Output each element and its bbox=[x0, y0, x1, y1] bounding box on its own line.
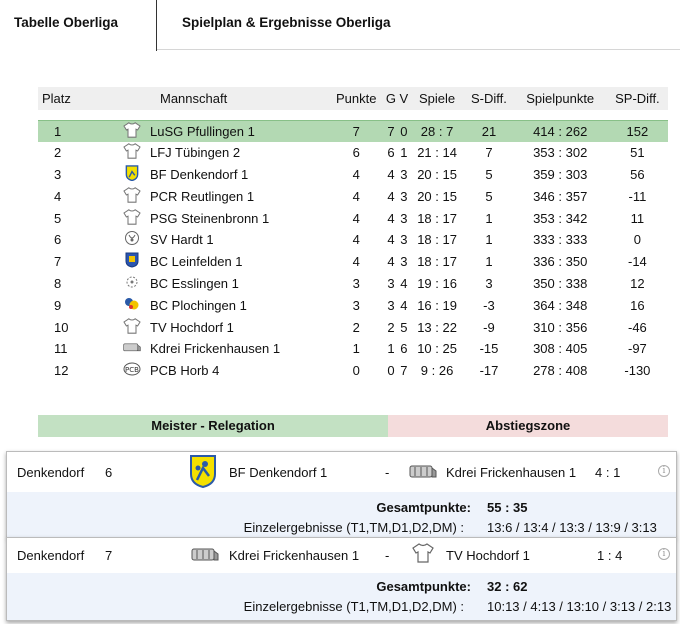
spielpunkte-cell: 310 : 356 bbox=[533, 319, 588, 335]
spdiff-cell: 11 bbox=[630, 210, 645, 226]
table-header-row bbox=[38, 87, 668, 110]
spdiff-cell: 0 bbox=[633, 232, 642, 248]
col-spielpunkte: Spielpunkte bbox=[514, 87, 607, 110]
sdiff-cell: 1 bbox=[485, 232, 493, 248]
van-logo-icon bbox=[191, 546, 219, 565]
g-cell: 4 bbox=[387, 210, 395, 226]
v-cell: 0 bbox=[398, 120, 410, 142]
van-logo-icon bbox=[114, 338, 150, 360]
tab-tabelle[interactable]: Tabelle Oberliga bbox=[0, 0, 157, 51]
shirt-icon bbox=[114, 142, 150, 164]
col-mannschaft: Mannschaft bbox=[150, 87, 328, 110]
tab-bar bbox=[0, 0, 680, 50]
table-row[interactable] bbox=[38, 360, 668, 382]
sdiff-cell: 3 bbox=[485, 275, 493, 291]
legend-meister: Meister - Relegation bbox=[38, 415, 388, 437]
platz-cell: 2 bbox=[54, 145, 62, 161]
score-home: 1 bbox=[597, 548, 605, 563]
table-row[interactable] bbox=[38, 251, 668, 273]
g-cell: 2 bbox=[387, 319, 395, 335]
punkte-cell: 7 bbox=[328, 120, 384, 142]
g-cell: 6 bbox=[387, 145, 395, 161]
gesamtpunkte-label: Gesamtpunkte: bbox=[376, 579, 471, 594]
match-day: 6 bbox=[105, 465, 113, 480]
gesamtpunkte-value: 32 : 62 bbox=[487, 579, 528, 594]
spiele-cell: 28 : 7 bbox=[410, 120, 465, 142]
einzelergebnisse-value: 10:13 / 4:13 / 13:10 / 3:13 / 2:13 bbox=[487, 599, 672, 614]
spielpunkte-cell: 364 : 348 bbox=[533, 297, 588, 313]
table-row[interactable] bbox=[38, 120, 668, 142]
spdiff-cell: -130 bbox=[624, 363, 651, 379]
punkte-cell: 3 bbox=[352, 297, 360, 313]
horb-logo-icon bbox=[114, 360, 150, 382]
punkte-cell: 4 bbox=[352, 232, 360, 248]
team-name-cell: BC Plochingen 1 bbox=[150, 297, 247, 313]
shirt-icon bbox=[114, 185, 150, 207]
esslingen-logo-icon bbox=[114, 273, 150, 295]
sdiff-cell: -17 bbox=[479, 363, 499, 379]
van-logo-icon bbox=[409, 463, 437, 482]
team-name-cell: Kdrei Frickenhausen 1 bbox=[150, 341, 281, 357]
tab-spielplan[interactable]: Spielplan & Ergebnisse Oberliga bbox=[182, 15, 391, 30]
punkte-cell: 4 bbox=[352, 188, 360, 204]
v-cell: 4 bbox=[400, 275, 408, 291]
v-cell: 7 bbox=[400, 363, 408, 379]
gesamtpunkte-value: 55 : 35 bbox=[487, 500, 528, 515]
platz-cell: 4 bbox=[54, 188, 62, 204]
team-name-cell: PCB Horb 4 bbox=[150, 363, 220, 379]
g-cell: 4 bbox=[387, 166, 395, 182]
team-name-cell: BF Denkendorf 1 bbox=[150, 166, 249, 182]
denkendorf-logo-icon bbox=[189, 454, 217, 491]
shirt-icon bbox=[412, 543, 434, 566]
spielpunkte-cell: 346 : 357 bbox=[533, 188, 588, 204]
g-cell: 3 bbox=[387, 275, 395, 291]
g-cell: 4 bbox=[387, 254, 395, 270]
punkte-cell: 4 bbox=[352, 254, 360, 270]
round-logo-icon bbox=[114, 229, 150, 251]
spiele-cell: 21 : 14 bbox=[417, 145, 457, 161]
g-cell: 1 bbox=[387, 341, 395, 357]
sdiff-cell: 1 bbox=[485, 254, 493, 270]
punkte-cell: 1 bbox=[352, 341, 360, 357]
g-cell: 3 bbox=[387, 297, 395, 313]
denkendorf-logo-icon bbox=[114, 164, 150, 186]
team-name-cell: SV Hardt 1 bbox=[150, 232, 214, 248]
spiele-cell: 20 : 15 bbox=[417, 188, 457, 204]
platz-cell: 12 bbox=[54, 363, 69, 379]
sdiff-cell: -3 bbox=[483, 297, 495, 313]
info-icon[interactable]: i bbox=[658, 548, 670, 560]
team-name-cell: LuSG Pfullingen 1 bbox=[150, 120, 328, 142]
punkte-cell: 2 bbox=[352, 319, 360, 335]
punkte-cell: 3 bbox=[352, 275, 360, 291]
platz-cell: 7 bbox=[54, 254, 62, 270]
platz-cell: 9 bbox=[54, 297, 62, 313]
spdiff-cell: 51 bbox=[630, 145, 645, 161]
spiele-cell: 19 : 16 bbox=[417, 275, 457, 291]
v-cell: 6 bbox=[400, 341, 408, 357]
shirt-icon bbox=[114, 207, 150, 229]
punkte-cell: 0 bbox=[352, 363, 360, 379]
score-sep: : bbox=[607, 548, 612, 563]
spdiff-cell: 56 bbox=[630, 166, 645, 182]
match-day: 7 bbox=[105, 548, 113, 563]
standings-table bbox=[38, 87, 668, 382]
spdiff-cell: -46 bbox=[628, 319, 647, 335]
team-name-cell: TV Hochdorf 1 bbox=[150, 319, 234, 335]
col-g: G bbox=[384, 87, 398, 110]
g-cell: 0 bbox=[387, 363, 395, 379]
g-cell: 4 bbox=[387, 188, 395, 204]
einzelergebnisse-value: 13:6 / 13:4 / 13:3 / 13:9 / 3:13 bbox=[487, 520, 657, 535]
sdiff-cell: 7 bbox=[485, 145, 493, 161]
col-v: V bbox=[398, 87, 410, 110]
spiele-cell: 13 : 22 bbox=[417, 319, 457, 335]
v-cell: 4 bbox=[400, 297, 408, 313]
platz-cell: 3 bbox=[54, 166, 62, 182]
spiele-cell: 20 : 15 bbox=[417, 166, 457, 182]
v-cell: 3 bbox=[400, 210, 408, 226]
match-club: Denkendorf bbox=[17, 548, 85, 563]
spielpunkte-cell: 333 : 333 bbox=[533, 232, 588, 248]
score-sep: : bbox=[605, 465, 610, 480]
spielpunkte-cell: 353 : 302 bbox=[533, 145, 588, 161]
v-cell: 3 bbox=[400, 232, 408, 248]
col-punkte: Punkte bbox=[328, 87, 384, 110]
punkte-cell: 4 bbox=[352, 166, 360, 182]
match-dash: - bbox=[385, 465, 390, 480]
platz-cell: 8 bbox=[54, 275, 62, 291]
spielpunkte-cell: 278 : 408 bbox=[533, 363, 588, 379]
match-guest-team: TV Hochdorf 1 bbox=[446, 548, 530, 563]
table-row[interactable] bbox=[38, 316, 668, 338]
platz-cell: 6 bbox=[54, 232, 62, 248]
spielpunkte-cell: 353 : 342 bbox=[533, 210, 588, 226]
platz-cell: 11 bbox=[54, 341, 68, 357]
platz-cell: 10 bbox=[54, 319, 69, 335]
spielpunkte-cell: 308 : 405 bbox=[533, 341, 588, 357]
table-row[interactable] bbox=[38, 207, 668, 229]
v-cell: 1 bbox=[400, 145, 408, 161]
spiele-cell: 18 : 17 bbox=[417, 210, 457, 226]
v-cell: 3 bbox=[400, 254, 408, 270]
match-guest-team: Kdrei Frickenhausen 1 bbox=[446, 465, 577, 480]
gesamtpunkte-label: Gesamtpunkte: bbox=[376, 500, 471, 515]
match-score bbox=[597, 548, 622, 563]
score-guest: 1 bbox=[613, 465, 621, 480]
match-home-team: Kdrei Frickenhausen 1 bbox=[229, 548, 360, 563]
spdiff-cell: 152 bbox=[607, 120, 668, 142]
spdiff-cell: 12 bbox=[630, 275, 645, 291]
sdiff-cell: -9 bbox=[483, 319, 495, 335]
spdiff-cell: -11 bbox=[628, 188, 647, 204]
table-row[interactable] bbox=[38, 273, 668, 295]
team-name-cell: PCR Reutlingen 1 bbox=[150, 188, 255, 204]
spielpunkte-cell: 414 : 262 bbox=[514, 120, 607, 142]
spdiff-cell: -97 bbox=[628, 341, 647, 357]
legend-abstieg: Abstiegszone bbox=[388, 415, 668, 437]
info-icon[interactable]: i bbox=[658, 465, 670, 477]
match-card[interactable] bbox=[6, 451, 677, 538]
team-name-cell: LFJ Tübingen 2 bbox=[150, 145, 241, 161]
spiele-cell: 18 : 17 bbox=[417, 254, 457, 270]
einzelergebnisse-label: Einzelergebnisse (T1,TM,D1,D2,DM) : bbox=[243, 520, 464, 535]
sdiff-cell: -15 bbox=[479, 341, 499, 357]
table-spacer bbox=[38, 110, 668, 120]
match-score bbox=[595, 465, 620, 480]
g-cell: 7 bbox=[384, 120, 398, 142]
match-home-team: BF Denkendorf 1 bbox=[229, 465, 328, 480]
spielpunkte-cell: 350 : 338 bbox=[533, 275, 588, 291]
spielpunkte-cell: 336 : 350 bbox=[533, 254, 588, 270]
sdiff-cell: 5 bbox=[485, 166, 493, 182]
spdiff-cell: -14 bbox=[628, 254, 647, 270]
shirt-icon bbox=[114, 316, 150, 338]
sdiff-cell: 21 bbox=[464, 120, 513, 142]
col-spdiff: SP-Diff. bbox=[607, 87, 668, 110]
score-guest: 4 bbox=[615, 548, 623, 563]
col-spiele: Spiele bbox=[410, 87, 465, 110]
col-platz: Platz bbox=[38, 87, 114, 110]
table-row[interactable] bbox=[38, 229, 668, 251]
sdiff-cell: 5 bbox=[485, 188, 493, 204]
svg-text:PCB: PCB bbox=[125, 366, 139, 375]
leinfelden-logo-icon bbox=[114, 251, 150, 273]
table-row[interactable] bbox=[38, 164, 668, 186]
platz-cell: 5 bbox=[54, 210, 62, 226]
spielpunkte-cell: 359 : 303 bbox=[533, 166, 588, 182]
g-cell: 4 bbox=[387, 232, 395, 248]
spdiff-cell: 16 bbox=[630, 297, 645, 313]
team-name-cell: BC Leinfelden 1 bbox=[150, 254, 243, 270]
spiele-cell: 10 : 25 bbox=[417, 341, 457, 357]
table-row[interactable] bbox=[38, 185, 668, 207]
shirt-icon bbox=[114, 120, 150, 142]
table-row[interactable] bbox=[38, 142, 668, 164]
team-name-cell: PSG Steinenbronn 1 bbox=[150, 210, 270, 226]
table-row[interactable] bbox=[38, 338, 668, 360]
match-club: Denkendorf bbox=[17, 465, 85, 480]
v-cell: 3 bbox=[400, 188, 408, 204]
match-dash: - bbox=[385, 548, 390, 563]
col-sdiff: S-Diff. bbox=[464, 87, 513, 110]
col-logo bbox=[114, 87, 150, 110]
spiele-cell: 9 : 26 bbox=[420, 363, 454, 379]
platz-cell: 1 bbox=[38, 120, 114, 142]
sdiff-cell: 1 bbox=[485, 210, 493, 226]
spiele-cell: 16 : 19 bbox=[417, 297, 457, 313]
table-row[interactable] bbox=[38, 294, 668, 316]
punkte-cell: 6 bbox=[352, 145, 360, 161]
punkte-cell: 4 bbox=[352, 210, 360, 226]
v-cell: 3 bbox=[400, 166, 408, 182]
einzelergebnisse-label: Einzelergebnisse (T1,TM,D1,D2,DM) : bbox=[243, 599, 464, 614]
spiele-cell: 18 : 17 bbox=[417, 232, 457, 248]
v-cell: 5 bbox=[400, 319, 408, 335]
team-name-cell: BC Esslingen 1 bbox=[150, 275, 239, 291]
plochingen-logo-icon bbox=[114, 294, 150, 316]
score-home: 4 bbox=[595, 465, 603, 480]
match-card[interactable] bbox=[6, 537, 677, 621]
